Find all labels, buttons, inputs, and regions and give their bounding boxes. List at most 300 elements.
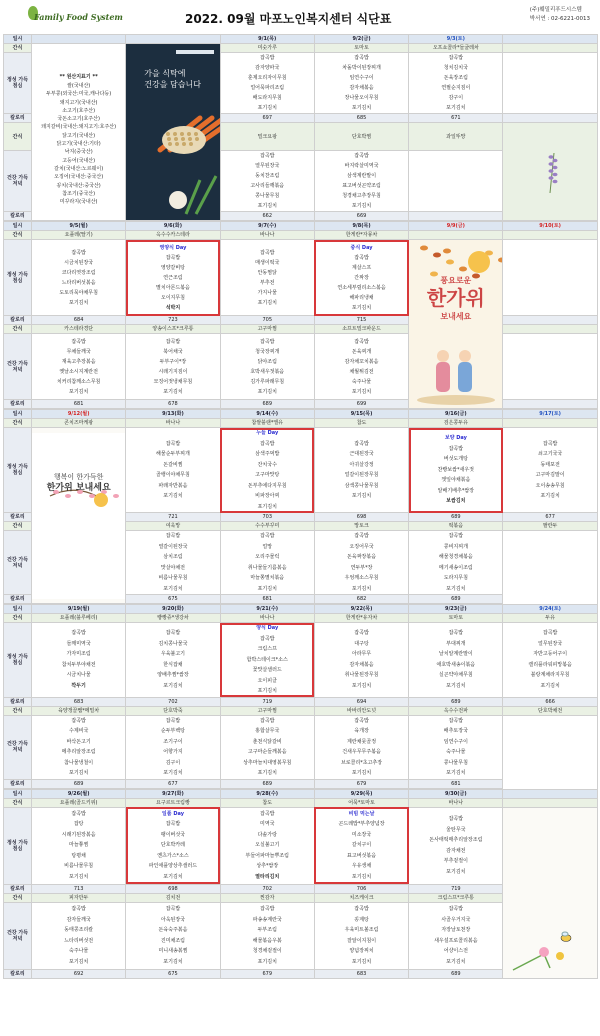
menu-item: 잡곡밥 bbox=[259, 717, 275, 724]
menu-item: 쇠고기국국 bbox=[538, 451, 563, 457]
menu-item: 열갈이된장국 bbox=[158, 543, 188, 550]
menu-item: 건새우무무주볶음 bbox=[342, 749, 381, 755]
snack-cell: 오프쇼콜라*들굴레차 bbox=[409, 44, 503, 53]
origin-line: 오징어(국내산:중국산) bbox=[54, 174, 104, 181]
menu-item: 잡곡밥 bbox=[165, 717, 181, 724]
kcal-cell: 669 bbox=[314, 212, 408, 221]
day-header: 9/15(목) bbox=[314, 410, 408, 419]
kcal-cell: 683 bbox=[314, 969, 408, 978]
row-label-kcal: 칼로리 bbox=[4, 595, 32, 604]
row-label-snack: 간식 bbox=[4, 798, 32, 807]
kcal-cell: 679 bbox=[314, 779, 408, 788]
menu-item: 포기김치 bbox=[163, 770, 183, 776]
menu-item: 포기김치 bbox=[446, 868, 466, 875]
kcal-cell: 689 bbox=[220, 779, 314, 788]
dinner-menu bbox=[32, 334, 126, 400]
menu-item: 잡곡밥 bbox=[165, 533, 181, 539]
day-header: 9/1(목) bbox=[220, 35, 314, 44]
menu-item: 포기김치 bbox=[257, 503, 277, 510]
row-label-kcal: 칼로리 bbox=[4, 884, 32, 893]
menu-item: 감자채전 bbox=[446, 847, 466, 854]
menu-item: 연소세부릴리소스볶음 bbox=[337, 284, 386, 291]
kcal-cell: 683 bbox=[32, 697, 126, 706]
menu-item: 해파리냉채 bbox=[349, 294, 374, 301]
menu-item: 매생이떡국 bbox=[255, 259, 280, 266]
day-header: 9/14(수) bbox=[220, 410, 314, 419]
menu-item: 해물청경채볶음 bbox=[438, 554, 473, 560]
menu-item: 치커리참깨소스무침 bbox=[56, 378, 101, 385]
menu-item: 시금치된장국 bbox=[64, 259, 94, 266]
snack-cell: 소프트밀크파운드 bbox=[314, 325, 408, 334]
greet-image bbox=[409, 240, 503, 408]
menu-item: 두부구이*장 bbox=[159, 358, 187, 365]
menu-item: 삼색주먹밥 bbox=[255, 451, 280, 457]
menu-item: 포기김치 bbox=[446, 105, 466, 111]
menu-item: 열타리김치 bbox=[255, 873, 280, 880]
menu-item: 비름나물무침 bbox=[64, 863, 94, 870]
menu-item: 시래기지짐이 bbox=[158, 368, 188, 375]
menu-item: 감자채꼬치볶음 bbox=[344, 358, 379, 365]
menu-item: 우유생채 bbox=[351, 863, 372, 870]
menu-item: 육개장 bbox=[354, 728, 369, 734]
lunch-menu bbox=[409, 428, 503, 513]
menu-item: 김가루파래무침 bbox=[250, 378, 285, 385]
menu-item: 배추토장국 bbox=[443, 728, 468, 734]
lunch-menu bbox=[32, 807, 126, 884]
lunch-menu bbox=[126, 623, 220, 698]
menu-item: 잡곡밥 bbox=[259, 533, 275, 539]
day-header: 9/29(목) bbox=[314, 789, 408, 798]
menu-item: 날치알계란말이 bbox=[438, 651, 473, 658]
menu-item: 포기김치 bbox=[257, 958, 277, 965]
menu-item: 잡곡밥 bbox=[165, 254, 181, 261]
kcal-cell: 689 bbox=[409, 697, 503, 706]
lunch-menu bbox=[503, 428, 597, 513]
menu-item: 미역국 bbox=[259, 821, 275, 828]
dinner-menu bbox=[32, 715, 126, 779]
theme-day-label: 비빔 먹는날 bbox=[348, 810, 375, 817]
menu-item: 잡곡밥 bbox=[354, 906, 369, 913]
menu-item: 잡곡밥 bbox=[354, 440, 369, 447]
origin-line: 닭고기(국내산) bbox=[62, 132, 96, 139]
dinner-menu bbox=[220, 531, 314, 595]
menu-item: 잡곡밥 bbox=[71, 630, 86, 637]
menu-item: 얼어묵파리조림 bbox=[250, 85, 285, 91]
menu-item: 꽃맛살샐러드 bbox=[252, 667, 282, 673]
menu-item: 잡곡밥 bbox=[71, 249, 86, 256]
kcal-cell: 689 bbox=[220, 400, 314, 409]
menu-item: 잡곡밥 bbox=[448, 533, 464, 539]
menu-item: 브로콜리*초고추장 bbox=[340, 759, 383, 766]
row-label-date: 일시 bbox=[4, 605, 32, 614]
menu-item: 표고버섯볶음 bbox=[347, 852, 377, 859]
lavender-illustration bbox=[503, 123, 597, 221]
menu-item: 김구이 bbox=[165, 759, 181, 766]
snack-cell: 밀크요팡 bbox=[220, 123, 314, 151]
kcal-cell: 706 bbox=[314, 884, 408, 893]
snack-cell: 단호박죽 bbox=[126, 706, 220, 715]
dinner-menu bbox=[409, 715, 503, 779]
menu-item: 꽁계탕 bbox=[354, 916, 369, 923]
snack-cell: 크림스프*크루통 bbox=[409, 893, 503, 902]
contact-info: 박서연 : 02-6221-0013 bbox=[529, 16, 590, 22]
snack-cell: 김치전 bbox=[126, 893, 220, 902]
row-label-lunch: 정성 가득 점심 bbox=[4, 240, 32, 316]
menu-item: 해물볶음우볶 bbox=[252, 937, 282, 944]
kcal-cell: 684 bbox=[32, 316, 126, 325]
origin-line: 쌀(국내산) bbox=[67, 83, 91, 89]
illustration-caption: 풍요로운 bbox=[440, 275, 472, 285]
menu-item: 마늘쫑멸치볶음 bbox=[250, 575, 285, 581]
menu-item: 메기새송이조림 bbox=[438, 564, 473, 571]
menu-item: 바삭돈고기 bbox=[66, 738, 91, 745]
row-label-kcal: 칼로리 bbox=[4, 969, 32, 978]
menu-item: 느타리버섯전 bbox=[64, 937, 94, 944]
dinner-menu bbox=[220, 715, 314, 779]
lunch-menu bbox=[409, 53, 503, 114]
lunch-menu bbox=[220, 623, 314, 698]
row-label-kcal: 칼로리 bbox=[4, 779, 32, 788]
page-title: 2022. 09월 마포노인복지센터 식단표 bbox=[185, 12, 392, 26]
menu-item: 북어채국 bbox=[163, 348, 183, 355]
menu-item: 오징어무국 bbox=[349, 543, 374, 550]
kcal-cell: 671 bbox=[409, 114, 503, 123]
origin-line: 갈치(국내산:노르웨이) bbox=[54, 165, 104, 172]
bees-illustration bbox=[503, 807, 597, 978]
menu-item: 잡곡밥 bbox=[354, 55, 369, 61]
menu-item: 훈제오리자이무침 bbox=[247, 75, 287, 81]
menu-item: 삼색계란말이 bbox=[347, 173, 377, 179]
greet2-illustration bbox=[32, 428, 126, 604]
kcal-cell: 702 bbox=[126, 697, 220, 706]
dinner-menu bbox=[220, 902, 314, 969]
kcal-cell: 678 bbox=[126, 400, 220, 409]
theme-day-label: 영양식 Day bbox=[159, 244, 187, 251]
menu-item: 홍합살무국 bbox=[255, 728, 280, 734]
week-table-week1 bbox=[3, 34, 598, 221]
menu-item: 숙주나물 bbox=[446, 749, 466, 755]
menu-item: 장나물오이무침 bbox=[344, 95, 379, 101]
snack-cell: 바나나 bbox=[409, 798, 503, 807]
menu-item: 포기김치 bbox=[163, 388, 183, 395]
row-label-snack: 간식 bbox=[4, 419, 32, 428]
day-header: 9/22(목) bbox=[314, 605, 408, 614]
company-name: (주)훼밀리푸드시스템 bbox=[529, 7, 582, 13]
row-label-date: 일시 bbox=[4, 35, 32, 44]
menu-item: 고구마김말이 bbox=[535, 472, 565, 478]
row-label-lunch: 정성 가득 점심 bbox=[4, 53, 32, 114]
lunch-menu bbox=[220, 428, 314, 513]
day-header: 9/12(월) bbox=[32, 410, 126, 419]
menu-item: 감자채볶음 bbox=[349, 85, 374, 91]
menu-item: 포기김치 bbox=[351, 388, 372, 395]
menu-item: 크림스프 bbox=[257, 646, 277, 652]
kcal-cell: 705 bbox=[220, 316, 314, 325]
menu-item: 잡곡밥 bbox=[259, 249, 275, 256]
kcal-cell: 679 bbox=[220, 969, 314, 978]
snack-cell: 바나나 bbox=[220, 231, 314, 240]
menu-item: 얼무된장국 bbox=[538, 640, 563, 647]
snack-cell: 토마토 bbox=[409, 614, 503, 623]
menu-item: 상추마늘치대영볶무침 bbox=[243, 759, 292, 766]
bees-image bbox=[503, 808, 597, 978]
illustration-caption: 건강을 담습니다 bbox=[144, 80, 201, 89]
menu-item: 포기김치 bbox=[351, 493, 372, 499]
snack-cell: 고구마찜 bbox=[220, 706, 314, 715]
snack-cell: 팔란두 bbox=[503, 522, 597, 531]
kcal-cell: 698 bbox=[126, 884, 220, 893]
row-label-snack: 간식 bbox=[4, 614, 32, 623]
menu-item: 들깨미역국 bbox=[66, 640, 91, 647]
day-header: 9/24(토) bbox=[503, 605, 597, 614]
menu-item: 잡곡밥 bbox=[354, 630, 369, 637]
snack-cell: 한게란*유자차 bbox=[314, 614, 408, 623]
origin-title: ** 원산지표기 ** bbox=[59, 74, 98, 80]
menu-item: 탕평채 bbox=[71, 852, 86, 859]
menu-item: 버섯도개탕 bbox=[443, 456, 468, 463]
kcal-cell: 699 bbox=[314, 400, 408, 409]
menu-item: 얼갈이된장무침 bbox=[344, 472, 379, 478]
menu-item: 우엉깨소스무침 bbox=[344, 575, 379, 581]
row-label-dinner: 건강 가득 저녁 bbox=[4, 334, 32, 400]
snack-cell: 바나나 bbox=[220, 614, 314, 623]
lunch-menu bbox=[314, 623, 408, 698]
menu-item: 포기김치 bbox=[351, 585, 372, 592]
snack-cell: 미숫가루 bbox=[220, 44, 314, 53]
menu-item: 애호박새송이볶음 bbox=[436, 661, 476, 668]
dinner-menu bbox=[409, 531, 503, 595]
row-label-lunch: 정성 가득 점심 bbox=[4, 807, 32, 884]
origin-notice bbox=[32, 44, 126, 221]
menu-item: 청치김치국 bbox=[443, 65, 468, 71]
menu-item: 잡탕 bbox=[73, 821, 84, 828]
menu-item: 포기김치 bbox=[351, 203, 372, 209]
menu-item: 새우설프로콜리볶음 bbox=[434, 937, 478, 944]
snack-cell: 요플레(블루베리) bbox=[32, 614, 126, 623]
snack-cell: 요구르트크림빵 bbox=[126, 798, 220, 807]
kcal-cell: 689 bbox=[409, 513, 503, 522]
snack-cell: 찐감자 bbox=[220, 893, 314, 902]
row-label-dinner: 건강 가득 저녁 bbox=[4, 715, 32, 779]
poster-illustration bbox=[126, 44, 220, 221]
theme-day-label: 양식 Day bbox=[256, 625, 279, 631]
menu-item: 근대된장국 bbox=[349, 451, 374, 457]
day-header: 9/9(금) bbox=[409, 222, 503, 231]
row-label-snack2: 간식 bbox=[4, 893, 32, 902]
dinner-menu bbox=[32, 902, 126, 969]
day-header: 9/21(수) bbox=[220, 605, 314, 614]
dinner-menu bbox=[220, 151, 314, 212]
menu-item: 캘리플라워피망볶음 bbox=[528, 661, 572, 668]
dinner-menu bbox=[314, 334, 408, 400]
snack-cell: 육양갱끌쨈*메밀차 bbox=[32, 706, 126, 715]
row-label-snack2: 간식 bbox=[4, 123, 32, 151]
origin-line: 낙지(중국산) bbox=[64, 149, 93, 156]
snack-cell: 찹도 bbox=[314, 419, 408, 428]
snack-cell: 고구마찜 bbox=[220, 325, 314, 334]
menu-item: 모징어젓냉채무침 bbox=[153, 378, 193, 385]
menu-item: 느타리버섯볶음 bbox=[61, 279, 96, 286]
menu-item: 포기김치 bbox=[257, 585, 277, 592]
menu-item: 호박새우젓볶음 bbox=[250, 368, 285, 375]
poster-image bbox=[126, 44, 220, 220]
day-header: 9/16(금) bbox=[409, 410, 503, 419]
row-label-kcal: 칼로리 bbox=[4, 400, 32, 409]
menu-item: 포기김치 bbox=[540, 682, 560, 689]
menu-item: 잡곡밥 bbox=[354, 533, 369, 539]
menu-item: 동태포전 bbox=[540, 461, 560, 468]
menu-item: 순두부백탕 bbox=[160, 728, 186, 734]
menu-item: 감자양파국 bbox=[255, 65, 280, 71]
kcal-cell: 689 bbox=[32, 779, 126, 788]
origin-line: 국돈소고기(호주산) bbox=[57, 116, 100, 123]
snack-cell: 카스테라경단 bbox=[32, 325, 126, 334]
menu-item: 잡곡밥 bbox=[71, 906, 86, 913]
lunch-menu bbox=[314, 807, 408, 884]
menu-item: 돈육숙주볶음 bbox=[158, 927, 188, 934]
lunch-menu bbox=[314, 428, 408, 513]
kcal-cell: 666 bbox=[503, 697, 597, 706]
menu-item: 잡곡밥 bbox=[259, 55, 275, 61]
dinner-menu bbox=[314, 902, 408, 969]
day-header: 9/27(화) bbox=[126, 789, 220, 798]
menu-item: 얼망 bbox=[262, 543, 273, 550]
menu-item: 잡곡밥 bbox=[448, 717, 464, 724]
menu-item: 콩나물무침 bbox=[443, 759, 468, 766]
snack-cell: 단호박찜 bbox=[314, 123, 408, 151]
snack-cell: 피자만두 bbox=[32, 893, 126, 902]
menu-item: 부대찌개 bbox=[446, 640, 466, 647]
menu-item: 고사리들깨볶음 bbox=[250, 183, 285, 189]
snack-cell: 단호박채전 bbox=[503, 706, 597, 715]
day-header: 9/7(수) bbox=[220, 222, 314, 231]
menu-item: 메추리알장조림 bbox=[61, 749, 96, 755]
menu-item: 고구마맛탕 bbox=[255, 472, 280, 478]
menu-item: 취나물들기름볶음 bbox=[247, 564, 287, 571]
menu-item: 찬빵보쌈*새우젓 bbox=[437, 466, 474, 473]
theme-day-label: 누들 Day bbox=[256, 430, 279, 436]
origin-line: 참조기(중국산) bbox=[62, 190, 96, 197]
day-header: 9/3(토) bbox=[409, 35, 503, 44]
menu-item: 돈육장조림 bbox=[443, 75, 468, 81]
menu-item: 오리주물럭 bbox=[255, 554, 280, 560]
theme-day-label: 보양 Day bbox=[444, 435, 467, 442]
week-table-week2 bbox=[3, 221, 598, 409]
illustration-caption: 가을 식탁에 bbox=[144, 69, 186, 78]
kcal-cell: 681 bbox=[409, 779, 503, 788]
row-label-snack2: 간식 bbox=[4, 706, 32, 715]
menu-item: 파송송계란국 bbox=[252, 916, 282, 923]
menu-item: 포기김치 bbox=[163, 958, 183, 965]
day-header: 9/5(월) bbox=[32, 222, 126, 231]
menu-item: 실곤약야채무침 bbox=[438, 672, 473, 679]
menu-item: 해물순두부찌개 bbox=[156, 451, 190, 457]
menu-item: 잡곡밥 bbox=[259, 906, 275, 913]
lunch-menu bbox=[126, 807, 220, 884]
kcal-cell: 681 bbox=[220, 595, 314, 604]
theme-day-label: 일품 Day bbox=[161, 810, 184, 817]
snack-cell: 검은콩두유 bbox=[409, 419, 503, 428]
menu-item: 채월튀김전 bbox=[349, 368, 374, 375]
menu-item: 두부조림 bbox=[257, 927, 277, 934]
origin-line: 돼지갈비(국내산:돼지고기:호주산) bbox=[41, 124, 117, 131]
origin-line: 두부콩(외국산:미국,캐나다등) bbox=[46, 91, 112, 98]
day-header: 9/10(토) bbox=[503, 222, 597, 231]
lunch-menu bbox=[409, 807, 503, 884]
illustration-caption: 한가위 bbox=[426, 286, 485, 310]
menu-item: 잡곡밥 bbox=[448, 445, 464, 452]
day-header: 9/8(목) bbox=[314, 222, 408, 231]
menu-item: 연근조림 bbox=[163, 274, 183, 281]
menu-item: 포기김치 bbox=[68, 388, 89, 395]
row-label-dinner: 건강 가득 저녁 bbox=[4, 902, 32, 969]
menu-item: 상추*쌈장 bbox=[256, 863, 279, 870]
menu-item: 잡곡밥 bbox=[354, 254, 369, 261]
lunch-menu bbox=[314, 240, 408, 316]
snack-cell: 양송이스프*크루통 bbox=[126, 325, 220, 334]
menu-item: 포기김치 bbox=[351, 770, 372, 776]
lunch-menu bbox=[126, 240, 220, 316]
menu-item: 울탄무국 bbox=[446, 826, 466, 833]
day-header: 9/2(금) bbox=[314, 35, 408, 44]
menu-item: 잡곡밥 bbox=[71, 338, 86, 345]
day-header: 9/13(화) bbox=[126, 410, 220, 419]
row-label-date: 일시 bbox=[4, 222, 32, 231]
greet-illustration bbox=[409, 240, 503, 409]
menu-item: 포기김치 bbox=[351, 105, 372, 111]
illustration-caption: 한가위 보내세요 bbox=[46, 483, 111, 493]
day-header: 9/17(토) bbox=[503, 410, 597, 419]
lavender-image bbox=[503, 147, 597, 197]
menu-item: 포기김치 bbox=[446, 682, 466, 689]
row-label-lunch: 정성 가득 점심 bbox=[4, 428, 32, 513]
kcal-cell: 713 bbox=[32, 884, 126, 893]
day-header: 9/28(수) bbox=[220, 789, 314, 798]
snack-cell: 여욱망 bbox=[126, 522, 220, 531]
menu-item: 포기김치 bbox=[257, 688, 277, 694]
menu-item: 콩비지찌개 bbox=[443, 543, 468, 550]
menu-item: 포기김치 bbox=[163, 585, 183, 592]
day-header: 9/26(월) bbox=[32, 789, 126, 798]
lunch-menu bbox=[409, 623, 503, 698]
menu-item: 파인애플양상추샐러드 bbox=[148, 863, 198, 870]
snack-cell: 바바리안도넛 bbox=[314, 706, 408, 715]
menu-item: 가지나물 bbox=[257, 289, 277, 296]
menu-item: 옛날소시지계란전 bbox=[59, 368, 98, 375]
menu-item: 블랑계채라지무침 bbox=[530, 672, 570, 679]
menu-item: 안동찜닭 bbox=[257, 269, 277, 276]
menu-item: 참나물냉철이 bbox=[64, 759, 94, 766]
menu-item: 시래기된장볶음 bbox=[61, 831, 96, 838]
menu-item: 재육고추장볶음 bbox=[61, 358, 96, 365]
menu-item: 삼색콩나물무침 bbox=[344, 482, 379, 489]
menu-item: 잡곡밥 bbox=[259, 440, 275, 447]
kcal-cell: 689 bbox=[409, 595, 503, 604]
menu-item: 팽이버섯국 bbox=[160, 831, 186, 838]
menu-item: 한식잡채 bbox=[163, 661, 183, 668]
row-label-date: 일시 bbox=[4, 410, 32, 419]
menu-item: 미소장국 bbox=[351, 831, 372, 838]
dinner-menu bbox=[314, 531, 408, 595]
day-header: 9/23(금) bbox=[409, 605, 503, 614]
dinner-menu bbox=[314, 151, 408, 212]
snack-cell: 두유 bbox=[503, 614, 597, 623]
menu-item: 연두부*장 bbox=[350, 564, 373, 571]
menu-item: 아귀살강정 bbox=[349, 461, 374, 468]
menu-item: 춘천식닭갈비 bbox=[252, 738, 282, 745]
menu-item: 닭야조림 bbox=[257, 358, 277, 365]
kcal-cell: 675 bbox=[126, 969, 220, 978]
